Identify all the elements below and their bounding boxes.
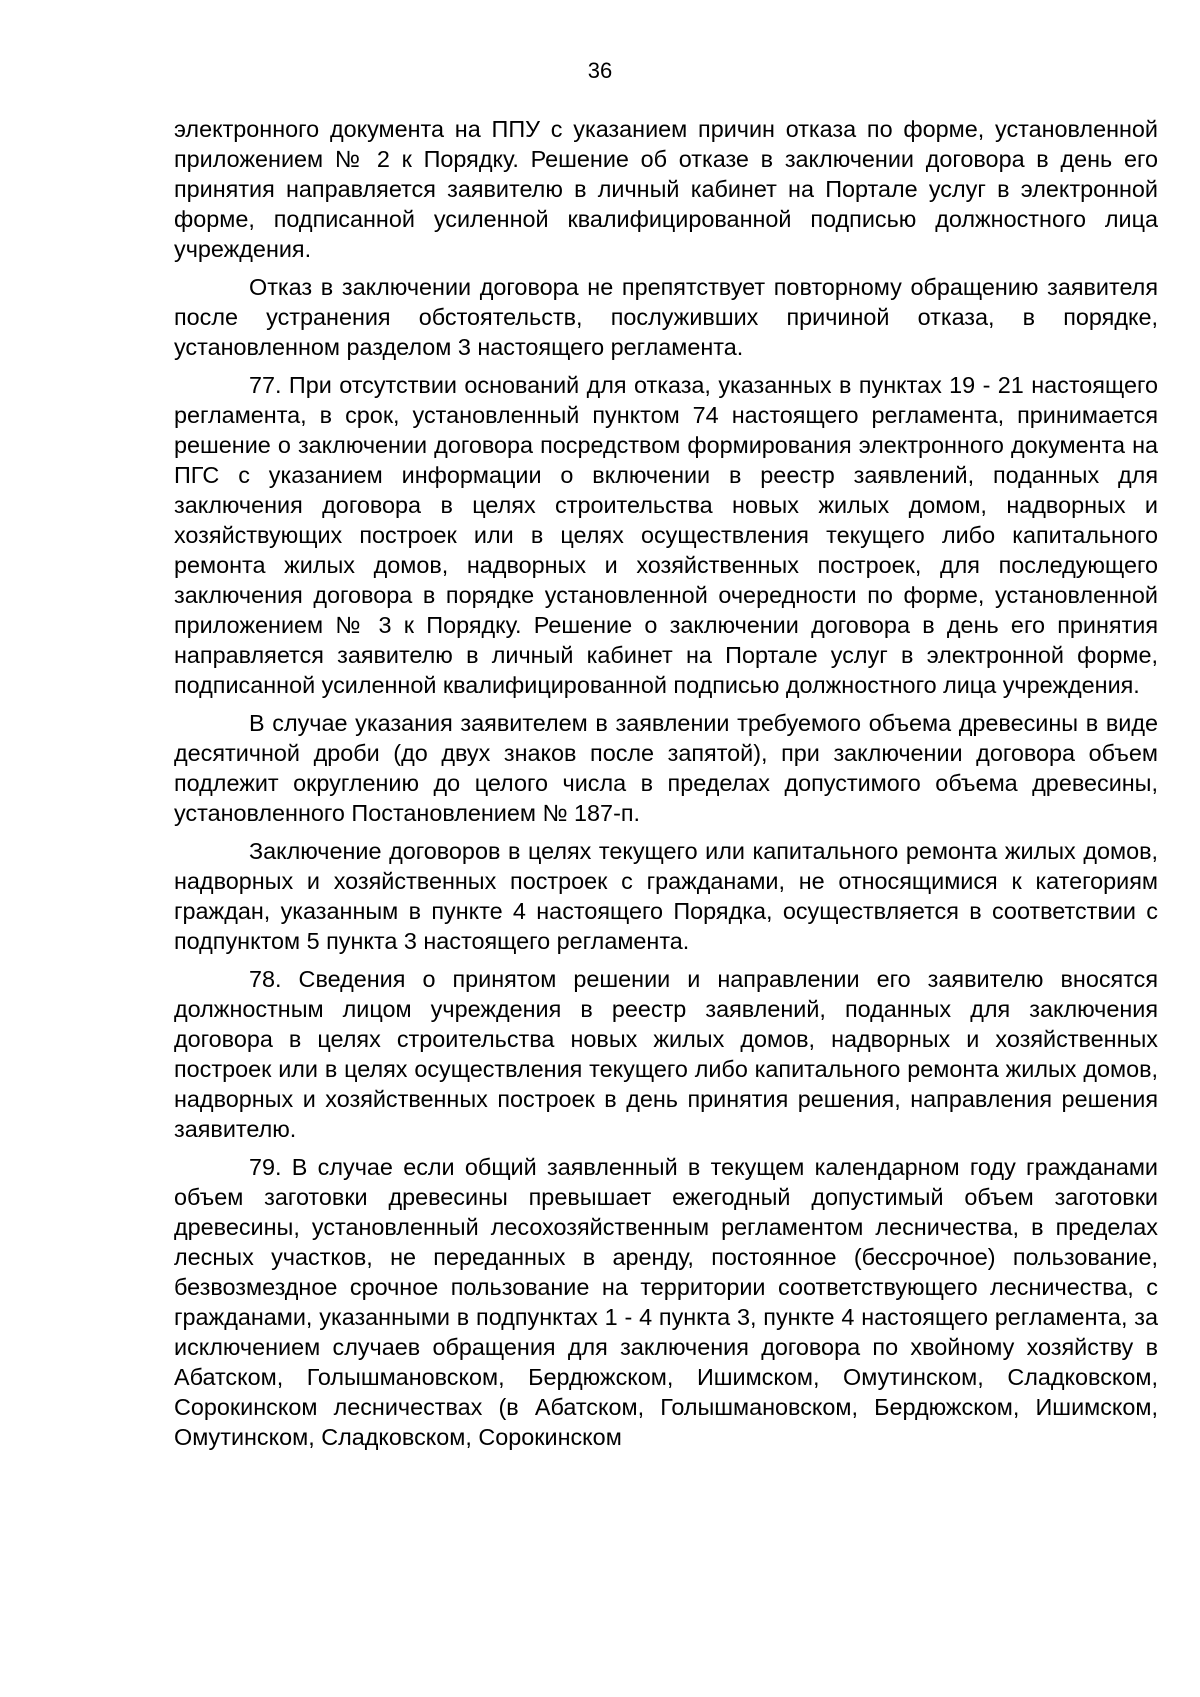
paragraph-item-78: 78. Сведения о принятом решении и направлении его заявителю вносятся должностным лицом учреждения в реестр заявлений, поданных для заключения договора в целях строительства новых жилых домов, надворных и хозяйственных построек или в целях осуществления текущего либо капитального ремонта жилых домов, надворных и хозяйственных построек в день принятия решения, направления решения заявителю. — [174, 966, 1158, 1142]
paragraph-item-77: 77. При отсутствии оснований для отказа, указанных в пунктах 19 - 21 настоящего регламента, в срок, установленный пунктом 74 настоящего регламента, принимается решение о заключении договора посредством формирования электронного документа на ПГС с указанием информации о включении в реестр заявлений, поданных для заключения договора в целях строительства новых жилых домом, надворных и хозяйствующих построек или в целях осуществления текущего либо капитального ремонта жилых домов, надворных и хозяйственных построек, для последующего заключения договора в порядке установленной очередности по форме, установленной приложением № 3 к Порядку. Решение о заключении договора в день его принятия направляется заявителю в личный кабинет на Портале услуг в электронной форме, подписанной усиленной квалифицированной подписью должностного лица учреждения. — [174, 372, 1158, 698]
document-body — [174, 114, 1158, 1460]
paragraph-continuation: электронного документа на ППУ с указанием причин отказа по форме, установленной приложением № 2 к Порядку. Решение об отказе в заключении договора в день его принятия направляется заявителю в личный кабинет на Портале услуг в электронной форме, подписанной усиленной квалифицированной подписью должностного лица учреждения. — [174, 116, 1158, 262]
page-number: 36 — [587, 58, 613, 83]
paragraph-item-79: 79. В случае если общий заявленный в текущем календарном году гражданами объем заготовки древесины превышает ежегодный допустимый объем заготовки древесины, установленный лесохозяйственным регламентом лесничества, в пределах лесных участков, не переданных в аренду, постоянное (бессрочное) пользование, безвозмездное срочное пользование на территории соответствующего лесничества, с гражданами, указанными в подпунктах 1 - 4 пункта 3, пункте 4 настоящего регламента, за исключением случаев обращения для заключения договора по хвойному хозяйству в Абатском, Голышмановском, Бердюжском, Ишимском, Омутинском, Сладковском, Сорокинском лесничествах (в Абатском, Голышмановском, Бердюжском, Ишимском, Омутинском, Сладковском, Сорокинском — [174, 1154, 1158, 1450]
paragraph-refusal-note: Отказ в заключении договора не препятствует повторному обращению заявителя после устранения обстоятельств, послуживших причиной отказа, в порядке, установленном разделом 3 настоящего регламента. — [174, 274, 1158, 360]
paragraph-repair-contracts: Заключение договоров в целях текущего или капитального ремонта жилых домов, надворных и хозяйственных построек с гражданами, не относящимися к категориям граждан, указанным в пункте 4 настоящего Порядка, осуществляется в соответствии с подпунктом 5 пункта 3 настоящего регламента. — [174, 838, 1158, 954]
paragraph-volume-rounding: В случае указания заявителем в заявлении требуемого объема древесины в виде десятичной дроби (до двух знаков после запятой), при заключении договора объем подлежит округлению до целого числа в пределах допустимого объема древесины, установленного Постановлением № 187-п. — [174, 710, 1158, 826]
